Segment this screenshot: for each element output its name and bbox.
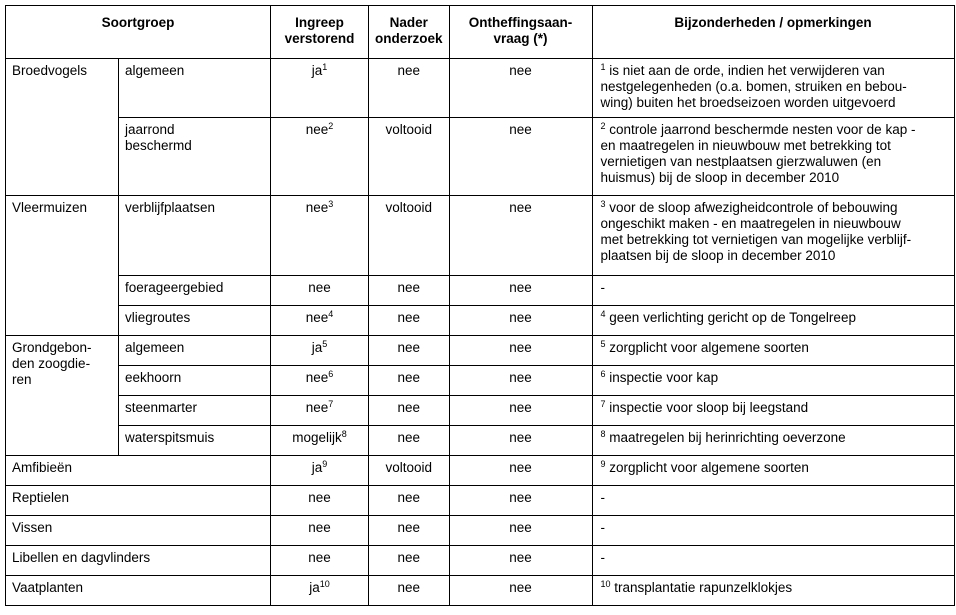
footnote-mark: 10 <box>600 579 611 589</box>
nader-cell: nee <box>369 396 450 426</box>
footnote-ref: 4 <box>328 309 334 319</box>
note-text: maatregelen bij herinrichting oeverzone <box>605 430 846 445</box>
ingreep-value: nee <box>305 400 329 415</box>
group-cell: Amfibieën <box>6 456 271 486</box>
note-text: is niet aan de orde, indien het verwijderen van nestgelegenheden (o.a. bomen, struiken en bebou- wing) buiten het broedseizoen worden uitgevoerd <box>600 63 907 110</box>
ingreep-cell <box>271 486 369 516</box>
note-cell <box>592 118 954 196</box>
note-cell <box>592 306 954 336</box>
nader-cell: nee <box>369 366 450 396</box>
ontheffing-cell: nee <box>449 486 592 516</box>
note-text: voor de sloop afwezigheidcontrole of bebouwing ongeschikt maken - en maatregelen in nieuwbouw met betrekking tot vernietigen van mogelijke verblijf- plaatsen bij de sloop in december 2010 <box>600 200 912 263</box>
header-nader: Nader onderzoek <box>369 6 450 59</box>
note-cell <box>592 366 954 396</box>
nader-cell: nee <box>369 59 450 118</box>
ontheffing-cell: nee <box>449 546 592 576</box>
header-row <box>6 6 955 59</box>
sub-cell: jaarrond beschermd <box>119 118 271 196</box>
nader-cell: voltooid <box>369 456 450 486</box>
footnote-mark: 5 <box>600 339 606 349</box>
note-cell <box>592 196 954 276</box>
header-soortgroep: Soortgroep <box>6 6 271 59</box>
ingreep-cell <box>271 276 369 306</box>
sub-cell: steenmarter <box>119 396 271 426</box>
nader-cell: nee <box>369 306 450 336</box>
species-table <box>5 5 955 606</box>
sub-cell: algemeen <box>119 336 271 366</box>
note-cell <box>592 546 954 576</box>
ingreep-value: nee <box>308 280 331 295</box>
header-ontheffing: Ontheffingsaan- vraag (*) <box>449 6 592 59</box>
ingreep-value: nee <box>308 490 331 505</box>
ontheffing-cell: nee <box>449 576 592 606</box>
sub-cell: foerageergebied <box>119 276 271 306</box>
table-container <box>5 5 955 606</box>
footnote-mark: 7 <box>600 399 606 409</box>
group-cell: Broedvogels <box>6 59 119 196</box>
note-text: - <box>600 550 606 565</box>
footnote-mark: 1 <box>600 62 606 72</box>
ingreep-value: nee <box>305 122 329 137</box>
footnote-ref: 9 <box>322 459 328 469</box>
note-text: - <box>600 490 606 505</box>
footnote-mark: 9 <box>600 459 606 469</box>
note-text: geen verlichting gericht op de Tongelreep <box>605 310 856 325</box>
footnote-ref: 1 <box>322 62 328 72</box>
nader-cell: nee <box>369 336 450 366</box>
footnote-mark: 8 <box>600 429 606 439</box>
footnote-ref: 8 <box>341 429 347 439</box>
ingreep-cell <box>271 426 369 456</box>
ingreep-value: nee <box>308 550 331 565</box>
ontheffing-cell: nee <box>449 366 592 396</box>
note-cell <box>592 276 954 306</box>
nader-cell: nee <box>369 486 450 516</box>
header-ingreep: Ingreep verstorend <box>271 6 369 59</box>
footnote-ref: 3 <box>328 199 334 209</box>
table-row <box>6 456 955 486</box>
note-cell <box>592 426 954 456</box>
ingreep-cell <box>271 118 369 196</box>
ontheffing-cell: nee <box>449 336 592 366</box>
footnote-mark: 6 <box>600 369 606 379</box>
sub-cell: algemeen <box>119 59 271 118</box>
group-cell: Vleermuizen <box>6 196 119 336</box>
footnote-ref: 5 <box>322 339 328 349</box>
note-text: - <box>600 520 606 535</box>
ingreep-cell <box>271 336 369 366</box>
note-text: inspectie voor kap <box>605 370 719 385</box>
group-cell: Grondgebon- den zoogdie- ren <box>6 336 119 456</box>
table-row <box>6 576 955 606</box>
table-row <box>6 486 955 516</box>
note-text: inspectie voor sloop bij leegstand <box>605 400 809 415</box>
nader-cell: nee <box>369 576 450 606</box>
note-text: controle jaarrond beschermde nesten voor de kap - en maatregelen in nieuwbouw met betrekking tot vernietigen van nestplaatsen gierzwaluwen (en huismus) bij de sloop in december 2010 <box>600 122 916 185</box>
sub-cell: eekhoorn <box>119 366 271 396</box>
note-cell <box>592 516 954 546</box>
footnote-ref: 2 <box>328 121 334 131</box>
table-row <box>6 196 955 276</box>
ingreep-value: ja <box>311 340 323 355</box>
note-cell <box>592 486 954 516</box>
group-cell: Libellen en dagvlinders <box>6 546 271 576</box>
ontheffing-cell: nee <box>449 306 592 336</box>
nader-cell: nee <box>369 276 450 306</box>
note-cell <box>592 576 954 606</box>
ingreep-value: mogelijk <box>292 430 342 445</box>
header-bijzonderheden: Bijzonderheden / opmerkingen <box>592 6 954 59</box>
ontheffing-cell: nee <box>449 396 592 426</box>
ingreep-value: nee <box>305 200 329 215</box>
ontheffing-cell: nee <box>449 456 592 486</box>
nader-cell: nee <box>369 546 450 576</box>
footnote-ref: 7 <box>328 399 334 409</box>
table-row <box>6 426 955 456</box>
note-text: - <box>600 280 606 295</box>
ingreep-value: nee <box>305 370 329 385</box>
ingreep-cell <box>271 576 369 606</box>
note-cell <box>592 59 954 118</box>
table-row <box>6 336 955 366</box>
group-cell: Vaatplanten <box>6 576 271 606</box>
ingreep-value: nee <box>305 310 329 325</box>
ingreep-cell <box>271 396 369 426</box>
footnote-mark: 3 <box>600 199 606 209</box>
table-row <box>6 306 955 336</box>
footnote-ref: 6 <box>328 369 334 379</box>
nader-cell: nee <box>369 426 450 456</box>
footnote-mark: 4 <box>600 309 606 319</box>
group-cell: Reptielen <box>6 486 271 516</box>
ingreep-cell <box>271 196 369 276</box>
ontheffing-cell: nee <box>449 276 592 306</box>
ingreep-cell <box>271 306 369 336</box>
sub-cell: verblijfplaatsen <box>119 196 271 276</box>
note-text: zorgplicht voor algemene soorten <box>605 340 809 355</box>
table-row <box>6 59 955 118</box>
table-row <box>6 118 955 196</box>
ingreep-value: ja <box>311 460 323 475</box>
ingreep-cell <box>271 516 369 546</box>
ontheffing-cell: nee <box>449 196 592 276</box>
nader-cell: nee <box>369 516 450 546</box>
note-text: zorgplicht voor algemene soorten <box>605 460 809 475</box>
table-row <box>6 516 955 546</box>
note-text: transplantatie rapunzelklokjes <box>610 580 793 595</box>
ingreep-cell <box>271 366 369 396</box>
ontheffing-cell: nee <box>449 59 592 118</box>
ingreep-value: ja <box>311 63 323 78</box>
footnote-ref: 10 <box>319 579 330 589</box>
note-cell <box>592 396 954 426</box>
ingreep-value: ja <box>309 580 320 595</box>
sub-cell: vliegroutes <box>119 306 271 336</box>
footnote-mark: 2 <box>600 121 606 131</box>
table-row <box>6 396 955 426</box>
ingreep-cell <box>271 59 369 118</box>
ontheffing-cell: nee <box>449 118 592 196</box>
nader-cell: voltooid <box>369 196 450 276</box>
ingreep-cell <box>271 546 369 576</box>
note-cell <box>592 456 954 486</box>
note-cell <box>592 336 954 366</box>
ingreep-value: nee <box>308 520 331 535</box>
group-cell: Vissen <box>6 516 271 546</box>
sub-cell: waterspitsmuis <box>119 426 271 456</box>
nader-cell: voltooid <box>369 118 450 196</box>
ingreep-cell <box>271 456 369 486</box>
ontheffing-cell: nee <box>449 516 592 546</box>
table-row <box>6 366 955 396</box>
ontheffing-cell: nee <box>449 426 592 456</box>
table-row <box>6 276 955 306</box>
table-row <box>6 546 955 576</box>
